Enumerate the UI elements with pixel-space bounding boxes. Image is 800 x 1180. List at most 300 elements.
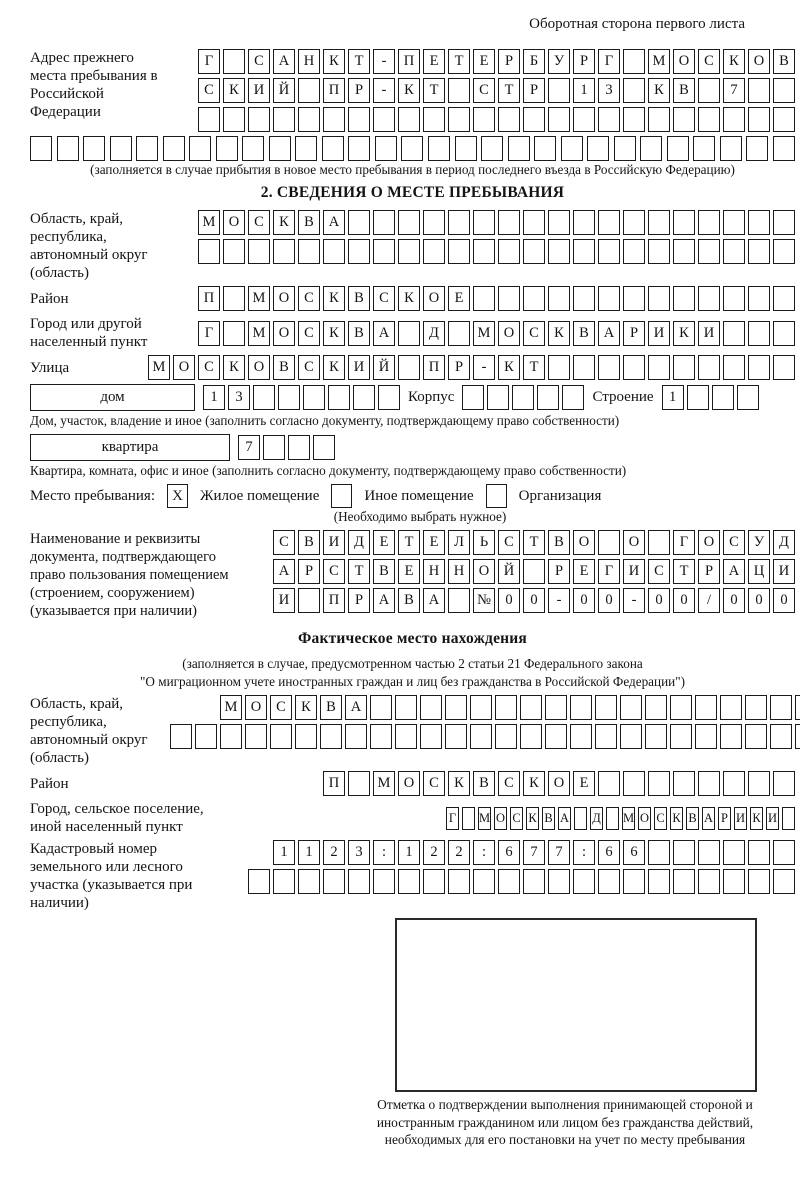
char-box[interactable] (378, 385, 400, 410)
char-box[interactable] (745, 695, 767, 720)
char-box[interactable]: 1 (398, 840, 420, 865)
char-box[interactable] (323, 239, 345, 264)
char-box[interactable] (348, 771, 370, 796)
char-box[interactable]: Н (423, 559, 445, 584)
char-box[interactable]: Т (448, 49, 470, 74)
char-box[interactable]: С (323, 559, 345, 584)
char-box[interactable] (373, 239, 395, 264)
char-box[interactable] (398, 239, 420, 264)
char-box[interactable]: В (298, 530, 320, 555)
char-box[interactable] (537, 385, 559, 410)
char-box[interactable] (620, 695, 642, 720)
char-box[interactable] (398, 355, 420, 380)
char-box[interactable] (548, 286, 570, 311)
char-box[interactable]: О (638, 807, 651, 830)
char-box[interactable] (548, 107, 570, 132)
char-box[interactable] (198, 239, 220, 264)
char-box[interactable] (473, 239, 495, 264)
char-box[interactable]: Д (590, 807, 603, 830)
char-box[interactable] (561, 136, 583, 161)
char-box[interactable]: Т (423, 78, 445, 103)
char-box[interactable] (720, 695, 742, 720)
char-box[interactable]: И (348, 355, 370, 380)
char-box[interactable] (263, 435, 285, 460)
char-box[interactable] (598, 107, 620, 132)
char-box[interactable]: Р (448, 355, 470, 380)
char-box[interactable]: Е (373, 530, 395, 555)
char-box[interactable] (253, 385, 275, 410)
char-box[interactable] (573, 869, 595, 894)
char-box[interactable] (773, 136, 795, 161)
char-box[interactable] (573, 107, 595, 132)
char-box[interactable]: 6 (598, 840, 620, 865)
char-box[interactable] (770, 724, 792, 749)
char-box[interactable]: К (398, 78, 420, 103)
char-box[interactable] (712, 385, 734, 410)
char-box[interactable]: Т (523, 355, 545, 380)
char-box[interactable]: Д (423, 321, 445, 346)
org-checkbox[interactable] (486, 484, 507, 508)
char-box[interactable] (295, 136, 317, 161)
char-box[interactable] (498, 239, 520, 264)
char-box[interactable]: Й (273, 78, 295, 103)
char-box[interactable] (498, 286, 520, 311)
char-box[interactable] (748, 239, 770, 264)
char-box[interactable]: В (273, 355, 295, 380)
char-box[interactable]: Р (573, 49, 595, 74)
char-box[interactable] (298, 588, 320, 613)
char-box[interactable] (648, 771, 670, 796)
char-box[interactable] (223, 239, 245, 264)
char-box[interactable]: Т (673, 559, 695, 584)
char-box[interactable]: К (398, 286, 420, 311)
char-box[interactable] (348, 107, 370, 132)
char-box[interactable] (748, 869, 770, 894)
char-box[interactable]: О (273, 321, 295, 346)
char-box[interactable]: 1 (573, 78, 595, 103)
char-box[interactable] (773, 321, 795, 346)
char-box[interactable]: О (248, 355, 270, 380)
inoe-checkbox[interactable] (331, 484, 352, 508)
char-box[interactable] (698, 286, 720, 311)
char-box[interactable]: П (398, 49, 420, 74)
char-box[interactable]: В (773, 49, 795, 74)
char-box[interactable]: С (654, 807, 667, 830)
char-box[interactable] (353, 385, 375, 410)
char-box[interactable]: В (348, 321, 370, 346)
char-box[interactable] (398, 869, 420, 894)
char-box[interactable]: О (398, 771, 420, 796)
char-box[interactable] (163, 136, 185, 161)
char-box[interactable] (723, 869, 745, 894)
char-box[interactable]: М (473, 321, 495, 346)
char-box[interactable] (303, 385, 325, 410)
zhiloe-checkbox[interactable]: X (167, 484, 188, 508)
char-box[interactable]: № (473, 588, 495, 613)
char-box[interactable]: И (648, 321, 670, 346)
char-box[interactable]: К (273, 210, 295, 235)
char-box[interactable]: 2 (448, 840, 470, 865)
char-box[interactable]: 3 (348, 840, 370, 865)
char-box[interactable]: Р (623, 321, 645, 346)
char-box[interactable] (498, 210, 520, 235)
char-box[interactable] (288, 435, 310, 460)
char-box[interactable] (373, 869, 395, 894)
char-box[interactable]: А (598, 321, 620, 346)
char-box[interactable]: Г (198, 49, 220, 74)
char-box[interactable]: О (623, 530, 645, 555)
char-box[interactable] (248, 107, 270, 132)
char-box[interactable]: К (448, 771, 470, 796)
char-box[interactable] (782, 807, 795, 830)
char-box[interactable] (573, 210, 595, 235)
char-box[interactable] (473, 210, 495, 235)
char-box[interactable] (216, 136, 238, 161)
char-box[interactable]: С (423, 771, 445, 796)
char-box[interactable]: С (473, 78, 495, 103)
char-box[interactable]: О (173, 355, 195, 380)
char-box[interactable] (298, 869, 320, 894)
char-box[interactable] (623, 49, 645, 74)
char-box[interactable]: К (750, 807, 763, 830)
char-box[interactable] (574, 807, 587, 830)
char-box[interactable]: С (248, 49, 270, 74)
char-box[interactable]: И (698, 321, 720, 346)
char-box[interactable] (670, 724, 692, 749)
char-box[interactable]: К (526, 807, 539, 830)
char-box[interactable] (448, 78, 470, 103)
char-box[interactable]: Е (473, 49, 495, 74)
char-box[interactable]: П (323, 588, 345, 613)
char-box[interactable] (573, 239, 595, 264)
char-box[interactable] (520, 695, 542, 720)
char-box[interactable]: 3 (598, 78, 620, 103)
char-box[interactable] (448, 210, 470, 235)
char-box[interactable]: М (248, 321, 270, 346)
char-box[interactable] (773, 210, 795, 235)
char-box[interactable]: Н (448, 559, 470, 584)
char-box[interactable] (481, 136, 503, 161)
char-box[interactable]: 0 (598, 588, 620, 613)
char-box[interactable] (248, 239, 270, 264)
char-box[interactable]: С (523, 321, 545, 346)
char-box[interactable]: Т (498, 78, 520, 103)
char-box[interactable]: С (298, 321, 320, 346)
char-box[interactable] (667, 136, 689, 161)
char-box[interactable]: К (723, 49, 745, 74)
char-box[interactable]: 0 (523, 588, 545, 613)
char-box[interactable]: В (673, 78, 695, 103)
char-box[interactable]: И (248, 78, 270, 103)
char-box[interactable] (673, 107, 695, 132)
char-box[interactable]: 0 (573, 588, 595, 613)
char-box[interactable] (323, 869, 345, 894)
char-box[interactable] (512, 385, 534, 410)
char-box[interactable]: А (373, 321, 395, 346)
char-box[interactable] (428, 136, 450, 161)
char-box[interactable] (523, 107, 545, 132)
char-box[interactable] (295, 724, 317, 749)
char-box[interactable]: С (373, 286, 395, 311)
char-box[interactable]: А (723, 559, 745, 584)
char-box[interactable] (623, 210, 645, 235)
char-box[interactable]: Й (498, 559, 520, 584)
char-box[interactable] (220, 724, 242, 749)
char-box[interactable]: С (298, 355, 320, 380)
char-box[interactable] (773, 869, 795, 894)
char-box[interactable] (723, 355, 745, 380)
char-box[interactable] (748, 771, 770, 796)
char-box[interactable]: 6 (498, 840, 520, 865)
char-box[interactable] (523, 559, 545, 584)
char-box[interactable] (620, 724, 642, 749)
char-box[interactable]: Н (298, 49, 320, 74)
char-box[interactable] (170, 724, 192, 749)
char-box[interactable]: Г (598, 559, 620, 584)
char-box[interactable] (673, 286, 695, 311)
char-box[interactable] (723, 321, 745, 346)
char-box[interactable] (673, 239, 695, 264)
char-box[interactable]: В (686, 807, 699, 830)
char-box[interactable]: С (723, 530, 745, 555)
char-box[interactable] (773, 239, 795, 264)
char-box[interactable] (598, 286, 620, 311)
char-box[interactable]: 1 (298, 840, 320, 865)
char-box[interactable]: 7 (238, 435, 260, 460)
char-box[interactable]: П (423, 355, 445, 380)
char-box[interactable]: В (320, 695, 342, 720)
char-box[interactable]: А (558, 807, 571, 830)
char-box[interactable] (748, 286, 770, 311)
char-box[interactable] (423, 107, 445, 132)
char-box[interactable] (273, 869, 295, 894)
char-box[interactable] (648, 530, 670, 555)
char-box[interactable] (562, 385, 584, 410)
char-box[interactable]: Т (398, 530, 420, 555)
char-box[interactable]: С (298, 286, 320, 311)
char-box[interactable] (273, 107, 295, 132)
char-box[interactable] (748, 107, 770, 132)
char-box[interactable] (445, 724, 467, 749)
char-box[interactable]: - (623, 588, 645, 613)
char-box[interactable] (498, 107, 520, 132)
char-box[interactable] (270, 724, 292, 749)
char-box[interactable] (773, 840, 795, 865)
char-box[interactable] (548, 869, 570, 894)
char-box[interactable] (698, 107, 720, 132)
char-box[interactable]: 2 (323, 840, 345, 865)
char-box[interactable] (795, 695, 800, 720)
char-box[interactable]: М (478, 807, 491, 830)
char-box[interactable] (545, 724, 567, 749)
char-box[interactable]: - (373, 49, 395, 74)
char-box[interactable] (370, 724, 392, 749)
char-box[interactable]: Т (523, 530, 545, 555)
char-box[interactable] (455, 136, 477, 161)
char-box[interactable] (723, 239, 745, 264)
char-box[interactable]: Р (523, 78, 545, 103)
char-box[interactable] (487, 385, 509, 410)
char-box[interactable]: М (373, 771, 395, 796)
char-box[interactable]: Р (698, 559, 720, 584)
char-box[interactable] (223, 321, 245, 346)
char-box[interactable]: С (510, 807, 523, 830)
char-box[interactable] (395, 695, 417, 720)
char-box[interactable]: К (498, 355, 520, 380)
char-box[interactable] (623, 286, 645, 311)
char-box[interactable] (598, 771, 620, 796)
char-box[interactable] (573, 355, 595, 380)
char-box[interactable] (645, 724, 667, 749)
char-box[interactable] (623, 355, 645, 380)
char-box[interactable] (248, 869, 270, 894)
char-box[interactable]: К (673, 321, 695, 346)
char-box[interactable]: 1 (662, 385, 684, 410)
char-box[interactable]: С (270, 695, 292, 720)
char-box[interactable] (687, 385, 709, 410)
char-box[interactable] (698, 771, 720, 796)
char-box[interactable]: А (345, 695, 367, 720)
char-box[interactable] (273, 239, 295, 264)
char-box[interactable]: А (323, 210, 345, 235)
dom-field[interactable]: дом (30, 384, 195, 411)
char-box[interactable] (698, 239, 720, 264)
char-box[interactable]: К (670, 807, 683, 830)
char-box[interactable] (587, 136, 609, 161)
char-box[interactable] (445, 695, 467, 720)
char-box[interactable] (648, 239, 670, 264)
char-box[interactable]: Ь (473, 530, 495, 555)
char-box[interactable]: : (473, 840, 495, 865)
char-box[interactable] (623, 107, 645, 132)
char-box[interactable] (773, 286, 795, 311)
char-box[interactable] (648, 286, 670, 311)
char-box[interactable] (648, 840, 670, 865)
char-box[interactable]: О (698, 530, 720, 555)
char-box[interactable] (508, 136, 530, 161)
char-box[interactable] (348, 239, 370, 264)
char-box[interactable] (198, 107, 220, 132)
char-box[interactable]: О (423, 286, 445, 311)
char-box[interactable]: 0 (773, 588, 795, 613)
char-box[interactable] (748, 840, 770, 865)
char-box[interactable]: Л (448, 530, 470, 555)
char-box[interactable]: Е (573, 771, 595, 796)
char-box[interactable]: К (523, 771, 545, 796)
char-box[interactable]: Г (673, 530, 695, 555)
char-box[interactable]: О (473, 559, 495, 584)
char-box[interactable]: С (498, 530, 520, 555)
char-box[interactable] (57, 136, 79, 161)
char-box[interactable]: 0 (498, 588, 520, 613)
char-box[interactable] (573, 286, 595, 311)
char-box[interactable] (693, 136, 715, 161)
char-box[interactable]: 7 (723, 78, 745, 103)
char-box[interactable]: М (220, 695, 242, 720)
char-box[interactable]: 1 (273, 840, 295, 865)
char-box[interactable]: Е (448, 286, 470, 311)
char-box[interactable] (614, 136, 636, 161)
char-box[interactable] (673, 355, 695, 380)
char-box[interactable]: Г (446, 807, 459, 830)
char-box[interactable] (598, 210, 620, 235)
char-box[interactable]: Е (573, 559, 595, 584)
char-box[interactable]: М (148, 355, 170, 380)
char-box[interactable]: С (273, 530, 295, 555)
char-box[interactable] (570, 695, 592, 720)
char-box[interactable]: И (734, 807, 747, 830)
char-box[interactable]: О (494, 807, 507, 830)
char-box[interactable]: О (223, 210, 245, 235)
char-box[interactable] (448, 588, 470, 613)
char-box[interactable] (673, 210, 695, 235)
char-box[interactable]: - (473, 355, 495, 380)
char-box[interactable] (348, 210, 370, 235)
char-box[interactable]: Т (348, 49, 370, 74)
char-box[interactable] (623, 771, 645, 796)
char-box[interactable] (723, 107, 745, 132)
char-box[interactable]: М (622, 807, 635, 830)
char-box[interactable]: С (248, 210, 270, 235)
char-box[interactable] (223, 49, 245, 74)
char-box[interactable]: О (273, 286, 295, 311)
char-box[interactable] (595, 695, 617, 720)
char-box[interactable] (598, 530, 620, 555)
char-box[interactable]: О (748, 49, 770, 74)
char-box[interactable] (520, 724, 542, 749)
char-box[interactable]: П (198, 286, 220, 311)
char-box[interactable] (723, 286, 745, 311)
char-box[interactable] (30, 136, 52, 161)
char-box[interactable] (473, 286, 495, 311)
char-box[interactable]: 6 (623, 840, 645, 865)
char-box[interactable] (670, 695, 692, 720)
char-box[interactable] (748, 78, 770, 103)
char-box[interactable]: Р (348, 588, 370, 613)
char-box[interactable] (698, 355, 720, 380)
char-box[interactable]: Е (423, 49, 445, 74)
char-box[interactable]: О (245, 695, 267, 720)
char-box[interactable] (720, 136, 742, 161)
char-box[interactable] (523, 210, 545, 235)
char-box[interactable] (523, 239, 545, 264)
char-box[interactable] (278, 385, 300, 410)
char-box[interactable] (298, 78, 320, 103)
char-box[interactable]: Р (548, 559, 570, 584)
char-box[interactable] (420, 695, 442, 720)
char-box[interactable] (623, 869, 645, 894)
char-box[interactable] (473, 107, 495, 132)
char-box[interactable] (623, 239, 645, 264)
char-box[interactable]: И (623, 559, 645, 584)
char-box[interactable] (645, 695, 667, 720)
char-box[interactable] (242, 136, 264, 161)
char-box[interactable] (495, 695, 517, 720)
char-box[interactable]: С (198, 78, 220, 103)
char-box[interactable]: - (548, 588, 570, 613)
char-box[interactable] (398, 107, 420, 132)
char-box[interactable] (223, 286, 245, 311)
char-box[interactable] (598, 239, 620, 264)
char-box[interactable] (598, 355, 620, 380)
char-box[interactable] (748, 321, 770, 346)
char-box[interactable]: Д (348, 530, 370, 555)
char-box[interactable]: В (298, 210, 320, 235)
char-box[interactable]: Е (398, 559, 420, 584)
char-box[interactable]: П (323, 771, 345, 796)
char-box[interactable] (448, 239, 470, 264)
char-box[interactable] (698, 78, 720, 103)
